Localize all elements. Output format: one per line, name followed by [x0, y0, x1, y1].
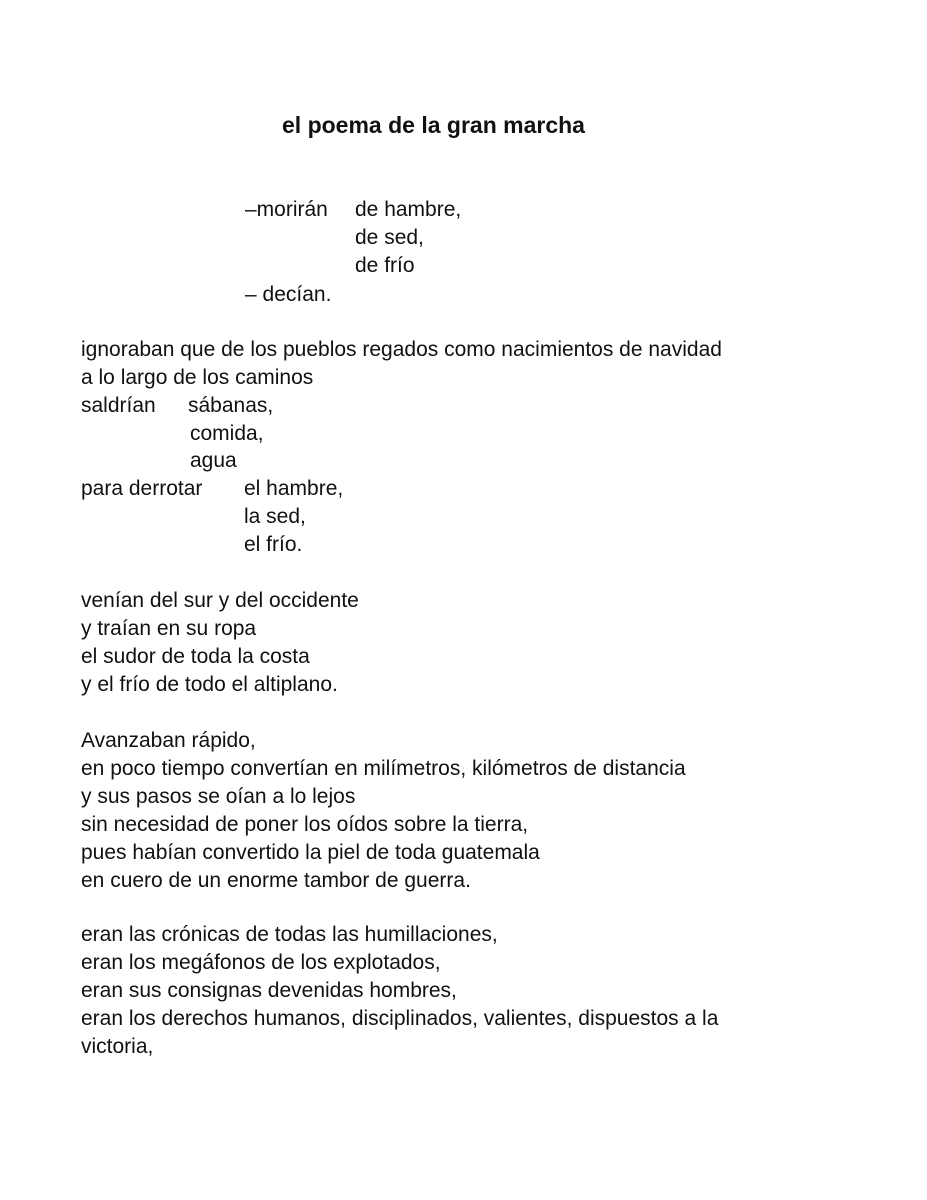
poem-line: venían del sur y del occidente: [81, 589, 359, 612]
poem-line: eran las crónicas de todas las humillaciones,: [81, 923, 498, 946]
poem-line: sábanas,: [188, 394, 274, 417]
poem-line: en cuero de un enorme tambor de guerra.: [81, 869, 471, 892]
poem-line: pues habían convertido la piel de toda guatemala: [81, 841, 540, 864]
poem-line: el sudor de toda la costa: [81, 645, 310, 668]
poem-line: en poco tiempo convertían en milímetros, kilómetros de distancia: [81, 757, 686, 780]
poem-line: victoria,: [81, 1035, 154, 1058]
poem-line: de frío: [355, 254, 415, 277]
poem-line: eran sus consignas devenidas hombres,: [81, 979, 457, 1002]
poem-line: – decían.: [245, 283, 332, 306]
poem-line: sin necesidad de poner los oídos sobre la tierra,: [81, 813, 529, 836]
poem-line: la sed,: [244, 505, 306, 528]
poem-line: a lo largo de los caminos: [81, 366, 314, 389]
poem-title: el poema de la gran marcha: [282, 112, 585, 138]
poem-line: el frío.: [244, 533, 303, 556]
poem-line: saldrían: [81, 394, 156, 417]
poem-line: de sed,: [355, 226, 424, 249]
poem-line: y traían en su ropa: [81, 617, 257, 640]
poem-line: de hambre,: [355, 198, 462, 221]
poem-line: para derrotar: [81, 477, 203, 500]
poem-line: y sus pasos se oían a lo lejos: [81, 785, 356, 808]
poem-line: y el frío de todo el altiplano.: [81, 673, 338, 696]
poem-line: comida,: [190, 422, 264, 445]
poem-line: Avanzaban rápido,: [81, 729, 256, 752]
poem-line: eran los derechos humanos, disciplinados, valientes, dispuestos a la: [81, 1007, 719, 1030]
poem-line: –morirán: [245, 198, 328, 221]
poem-line: ignoraban que de los pueblos regados como nacimientos de navidad: [81, 338, 722, 361]
poem-line: eran los megáfonos de los explotados,: [81, 951, 441, 974]
poem-line: agua: [190, 449, 237, 472]
poem-line: el hambre,: [244, 477, 344, 500]
